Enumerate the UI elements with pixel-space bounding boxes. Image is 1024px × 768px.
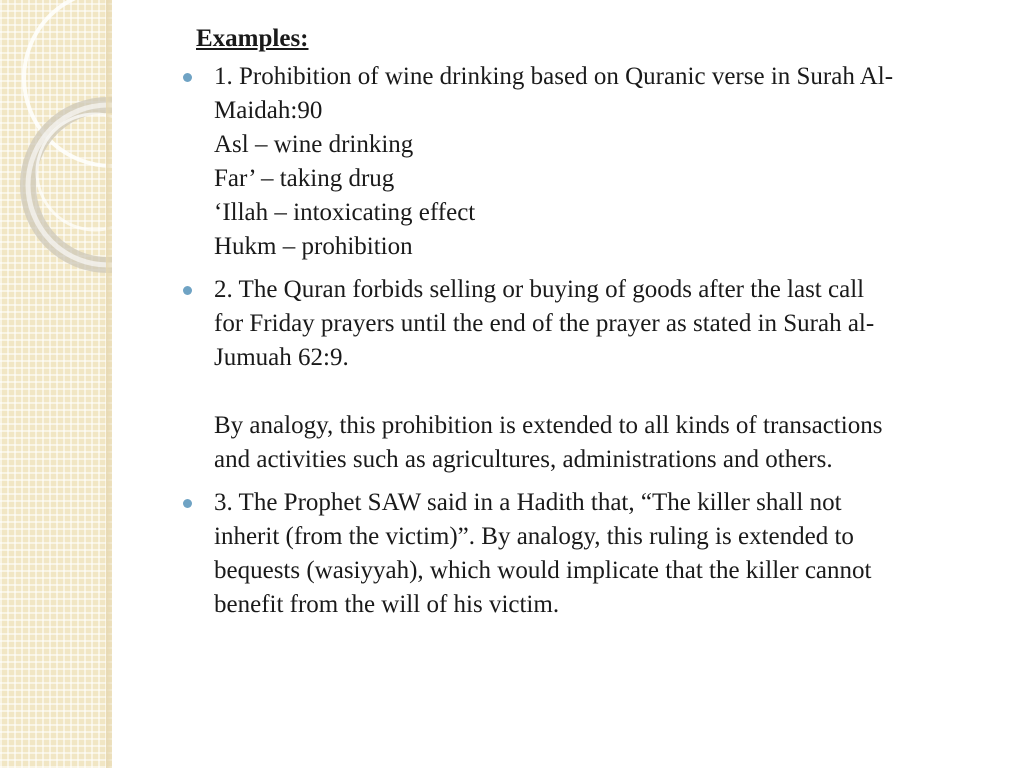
bullet-item-1 (176, 60, 996, 264)
item-line: 3. The Prophet SAW said in a Hadith that, “The killer shall not (214, 489, 842, 516)
item-line: 2. The Quran forbids selling or buying of goods after the last call (214, 276, 865, 303)
item-line: Hukm – prohibition (214, 233, 413, 260)
paragraph-gap (214, 375, 996, 409)
examples-heading: Examples: (196, 25, 309, 52)
item-line: Jumuah 62:9. (214, 344, 349, 371)
item-line: benefit from the will of his victim. (214, 591, 560, 618)
item-line: Maidah:90 (214, 97, 323, 124)
item-line: ‘Illah – intoxicating effect (214, 199, 476, 226)
decorative-side-panel (0, 0, 112, 768)
bullet-item-3 (176, 486, 996, 622)
item-line: By analogy, this prohibition is extended to all kinds of transactions (214, 412, 883, 439)
item-line: inherit (from the victim)”. By analogy, this ruling is extended to (214, 523, 854, 550)
item-line: 1. Prohibition of wine drinking based on Quranic verse in Surah Al- (214, 63, 894, 90)
item-line: bequests (wasiyyah), which would implicate that the killer cannot (214, 557, 872, 584)
bullet-dot-icon (183, 73, 192, 82)
item-line: Asl – wine drinking (214, 131, 414, 158)
bullet-item-2 (176, 273, 996, 477)
slide-content (176, 22, 996, 631)
item-line: for Friday prayers until the end of the prayer as stated in Surah al- (214, 310, 875, 337)
panel-edge-shadow (106, 0, 112, 768)
bullet-dot-icon (183, 286, 192, 295)
bullet-dot-icon (183, 499, 192, 508)
decorative-rings (0, 0, 112, 300)
item-line: Far’ – taking drug (214, 165, 395, 192)
item-line: and activities such as agricultures, administrations and others. (214, 446, 833, 473)
